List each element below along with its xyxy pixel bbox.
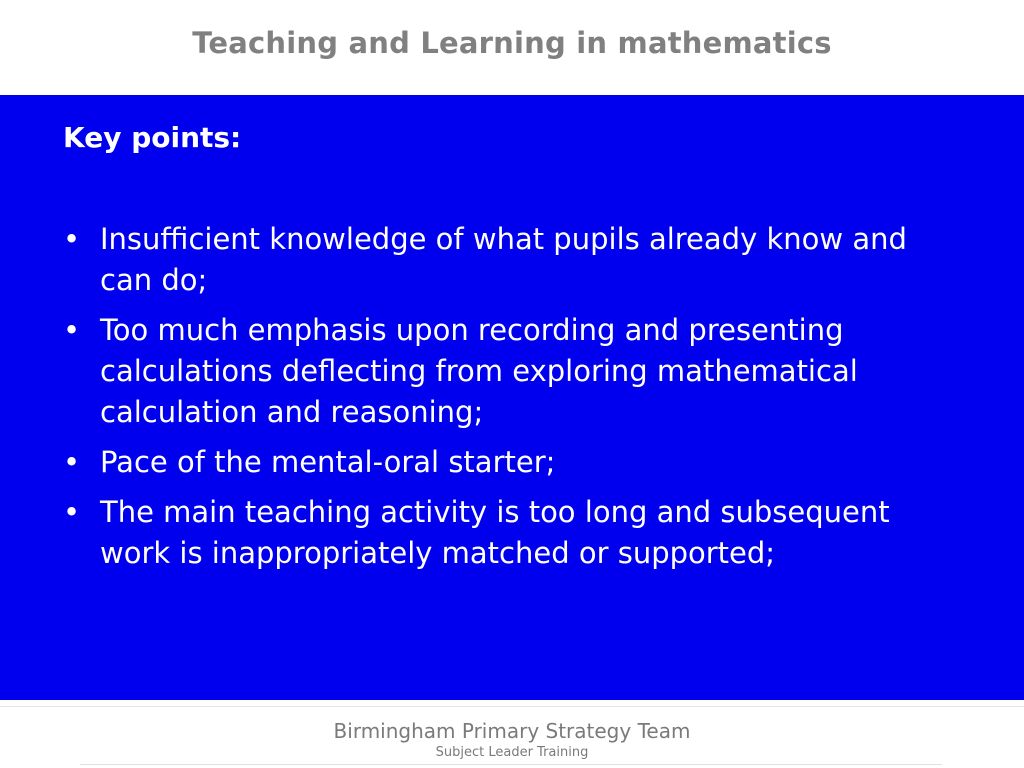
slide-title: Teaching and Learning in mathematics: [192, 26, 832, 60]
footer-team-name: Birmingham Primary Strategy Team: [333, 719, 691, 743]
footer: [0, 700, 1024, 768]
bullet-text: The main teaching activity is too long and subsequent work is inappropriately matched or supported;: [100, 495, 890, 570]
key-points-heading: Key points:: [63, 121, 242, 154]
title-bar: [0, 0, 1024, 95]
footer-subtitle: Subject Leader Training: [435, 745, 589, 760]
bullet-text: Insufficient knowledge of what pupils already know and can do;: [100, 222, 907, 297]
bullet-icon: •: [63, 495, 81, 529]
bullet-item: [63, 492, 963, 574]
bullet-icon: •: [63, 313, 81, 347]
bullet-text: Too much emphasis upon recording and presenting calculations deflecting from exploring mathematical calculation and reasoning;: [100, 313, 858, 429]
bullet-text: Pace of the mental-oral starter;: [100, 445, 556, 479]
bullet-icon: •: [63, 222, 81, 256]
bullet-item: [63, 219, 963, 301]
bullet-icon: •: [63, 445, 81, 479]
bullet-list: [63, 219, 963, 583]
footer-bottom-divider: [80, 764, 942, 765]
footer-divider: [0, 706, 1024, 707]
bullet-item: [63, 310, 963, 433]
bullet-item: [63, 442, 963, 483]
content-panel: [0, 95, 1024, 700]
